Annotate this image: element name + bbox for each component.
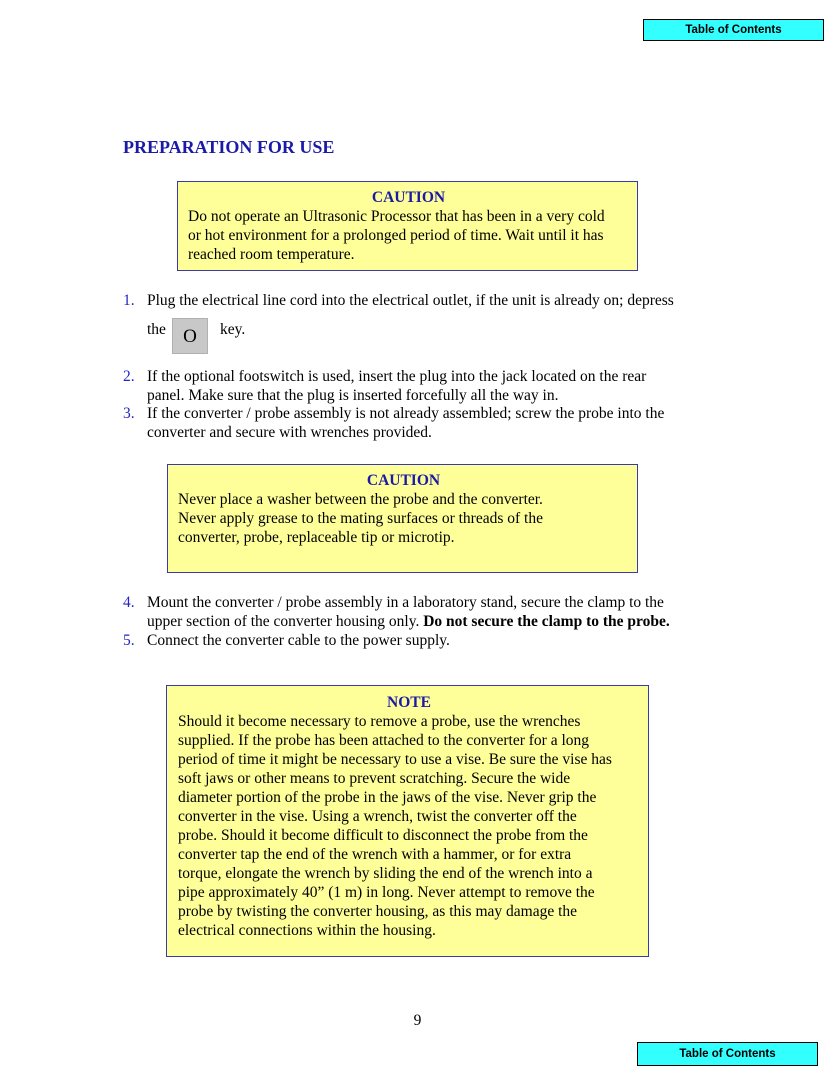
table-of-contents-button-top[interactable]: Table of Contents [643,19,824,41]
step-3-line: If the converter / probe assembly is not already assembled; screw the probe into the [147,405,665,422]
step-1-key-word: key. [220,321,246,338]
step-5-number: 5. [123,632,135,649]
note-line: probe by twisting the converter housing, as this may damage the [178,903,578,920]
page-number: 9 [413,1012,422,1029]
step-4-number: 4. [123,594,135,611]
step-4-line-2-text: upper section of the converter housing only. [147,613,424,630]
caution-box-2 [167,464,638,573]
note-line: torque, elongate the wrench by sliding the end of the wrench into a [178,865,593,882]
note-line: Should it become necessary to remove a probe, use the wrenches [178,713,581,730]
step-1-text: Plug the electrical line cord into the electrical outlet, if the unit is already on; depress [147,292,674,309]
step-1-the: the [147,321,166,338]
step-1-number: 1. [123,292,135,309]
step-4-line-2 [147,612,723,631]
step-2-line: If the optional footswitch is used, insert the plug into the jack located on the rear [147,368,647,385]
note-line: diameter portion of the probe in the jaws of the vise. Never grip the [178,789,597,806]
table-of-contents-button-bottom[interactable]: Table of Contents [637,1042,818,1066]
step-3 [123,404,723,442]
step-1 [123,291,723,310]
page-title: PREPARATION FOR USE [123,137,335,157]
step-2 [123,367,723,405]
note-title: NOTE [387,694,431,711]
note-box [166,685,649,957]
step-3-number: 3. [123,405,135,422]
caution-box-1 [177,181,638,271]
note-line: converter in the vise. Using a wrench, twist the converter off the [178,808,577,825]
note-line: supplied. If the probe has been attached to the converter for a long [178,732,590,749]
step-5 [123,631,723,650]
note-line: period of time it might be necessary to use a vise. Be sure the vise has [178,751,612,768]
power-off-key-icon: O [172,318,208,354]
caution-2-line: converter, probe, replaceable tip or microtip. [178,529,455,546]
step-5-text: Connect the converter cable to the power supply. [147,632,450,649]
caution-1-line: or hot environment for a prolonged period of time. Wait until it has [188,227,604,244]
note-line: electrical connections within the housing. [178,922,436,939]
caution-2-line: Never place a washer between the probe and the converter. [178,491,543,508]
step-4 [123,593,723,631]
caution-1-line: Do not operate an Ultrasonic Processor that has been in a very cold [188,208,605,225]
step-4-warning: Do not secure the clamp to the probe. [423,613,670,630]
note-line: soft jaws or other means to prevent scratching. Secure the wide [178,770,571,787]
step-3-line: converter and secure with wrenches provided. [147,424,432,441]
caution-2-line: Never apply grease to the mating surfaces or threads of the [178,510,543,527]
caution-title-1: CAUTION [371,189,446,206]
step-2-line: panel. Make sure that the plug is inserted forcefully all the way in. [147,387,559,404]
caution-1-line: reached room temperature. [188,246,355,263]
note-line: pipe approximately 40” (1 m) in long. Never attempt to remove the [178,884,595,901]
caution-title-2: CAUTION [366,472,441,489]
step-4-line-1: Mount the converter / probe assembly in a laboratory stand, secure the clamp to the [147,594,664,611]
note-line: probe. Should it become difficult to disconnect the probe from the [178,827,588,844]
note-line: converter tap the end of the wrench with a hammer, or for extra [178,846,572,863]
step-2-number: 2. [123,368,135,385]
